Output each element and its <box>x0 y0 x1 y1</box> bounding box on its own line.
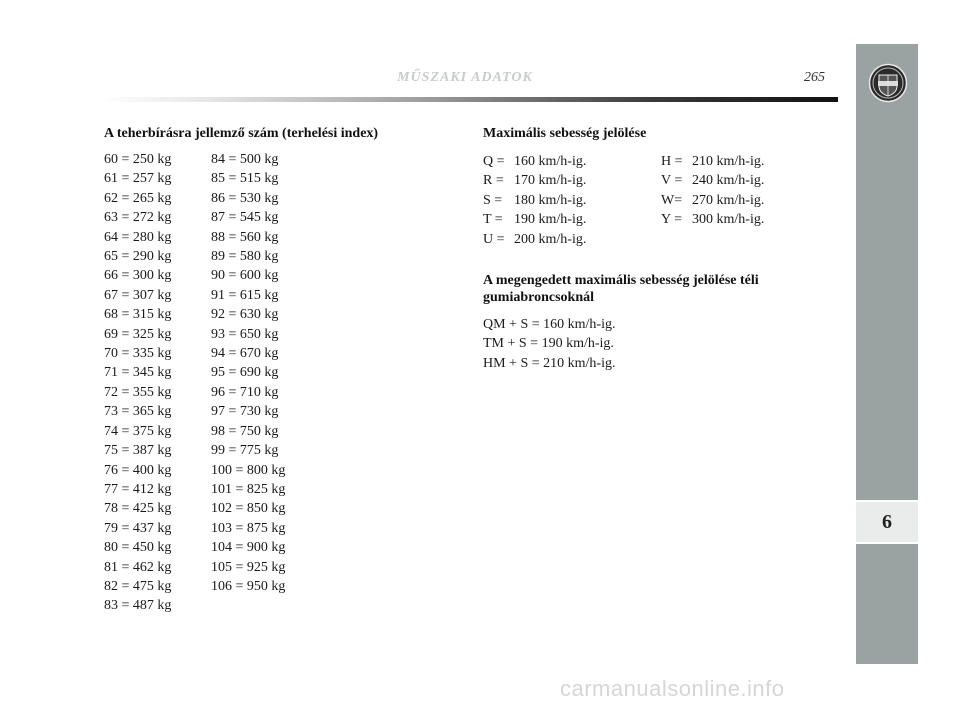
speed-rating-item <box>483 171 586 190</box>
load-index-item: 97 = 730 kg <box>211 404 279 420</box>
load-index-item: 66 = 300 kg <box>104 268 172 284</box>
load-index-item: 78 = 425 kg <box>104 501 172 517</box>
speed-code: Q = <box>483 154 505 169</box>
speed-code: T = <box>483 212 503 228</box>
speed-value: 240 km/h-ig. <box>692 173 765 189</box>
speed-rating-column-a <box>483 152 586 249</box>
chapter-number: 6 <box>856 502 918 542</box>
load-index-item: 75 = 387 kg <box>104 443 172 459</box>
winter-speed-list <box>483 315 615 373</box>
load-index-item: 79 = 437 kg <box>104 520 172 536</box>
speed-value: 300 km/h-ig. <box>692 212 765 228</box>
load-index-item: 69 = 325 kg <box>104 326 172 342</box>
speed-value: 160 km/h-ig. <box>514 154 587 169</box>
load-index-item: 98 = 750 kg <box>211 423 279 439</box>
speed-code: R = <box>483 173 504 189</box>
winter-speed-item: HM + S = 210 km/h-ig. <box>483 355 616 371</box>
load-index-item: 84 = 500 kg <box>211 152 279 167</box>
load-index-item: 93 = 650 kg <box>211 326 279 342</box>
speed-rating-item <box>661 210 764 229</box>
speed-value: 170 km/h-ig. <box>514 173 587 189</box>
lancia-shield-icon <box>868 63 908 103</box>
speed-rating-title: Maximális sebesség jelölése <box>483 126 647 141</box>
speed-rating-item <box>661 152 764 171</box>
speed-value: 210 km/h-ig. <box>692 154 765 169</box>
load-index-item: 100 = 800 kg <box>211 462 286 478</box>
load-index-item: 101 = 825 kg <box>211 481 286 497</box>
winter-speed-item: QM + S = 160 km/h-ig. <box>483 317 616 332</box>
load-index-item: 76 = 400 kg <box>104 462 172 478</box>
load-index-column-a <box>104 150 171 616</box>
speed-value: 190 km/h-ig. <box>514 212 587 228</box>
load-index-item: 89 = 580 kg <box>211 249 279 265</box>
load-index-title: A teherbírásra jellemző szám (terhelési index) <box>104 126 379 141</box>
load-index-item: 74 = 375 kg <box>104 423 172 439</box>
load-index-item: 83 = 487 kg <box>104 598 172 614</box>
speed-rating-item <box>483 152 586 171</box>
load-index-item: 90 = 600 kg <box>211 268 279 284</box>
load-index-item: 81 = 462 kg <box>104 559 172 575</box>
load-index-item: 80 = 450 kg <box>104 540 172 556</box>
speed-rating-item <box>483 191 586 210</box>
winter-speed-item: TM + S = 190 km/h-ig. <box>483 336 614 352</box>
speed-value: 270 km/h-ig. <box>692 192 765 208</box>
load-index-item: 68 = 315 kg <box>104 307 172 323</box>
load-index-item: 91 = 615 kg <box>211 287 279 303</box>
load-index-column-b <box>211 150 285 596</box>
load-index-item: 86 = 530 kg <box>211 190 279 206</box>
load-index-item: 70 = 335 kg <box>104 346 172 362</box>
running-header-title: MŰSZAKI ADATOK <box>397 70 533 85</box>
load-index-item: 61 = 257 kg <box>104 171 172 187</box>
speed-value: 200 km/h-ig. <box>514 231 587 247</box>
speed-rating-item <box>483 230 586 249</box>
chapter-side-tab <box>856 44 918 664</box>
load-index-item: 77 = 412 kg <box>104 481 172 497</box>
load-index-item: 106 = 950 kg <box>211 578 286 594</box>
load-index-item: 82 = 475 kg <box>104 578 172 594</box>
load-index-item: 105 = 925 kg <box>211 559 286 575</box>
load-index-item: 85 = 515 kg <box>211 171 279 187</box>
load-index-item: 62 = 265 kg <box>104 190 172 206</box>
speed-rating-item <box>483 210 586 229</box>
speed-code: W= <box>661 192 683 208</box>
load-index-item: 60 = 250 kg <box>104 152 172 167</box>
load-index-item: 96 = 710 kg <box>211 384 279 400</box>
load-index-item: 99 = 775 kg <box>211 443 279 459</box>
load-index-item: 72 = 355 kg <box>104 384 172 400</box>
speed-code: V = <box>661 173 683 189</box>
speed-rating-column-b <box>661 152 764 230</box>
load-index-item: 64 = 280 kg <box>104 229 172 245</box>
winter-speed-title: A megengedett maximális sebesség jelölése téli gumiabroncsoknál <box>483 273 759 305</box>
watermark: carmanualsonline.info <box>560 676 785 701</box>
load-index-item: 94 = 670 kg <box>211 346 279 362</box>
load-index-item: 88 = 560 kg <box>211 229 279 245</box>
page-number: 265 <box>804 70 825 85</box>
speed-rating-item <box>661 191 764 210</box>
speed-value: 180 km/h-ig. <box>514 192 587 208</box>
speed-rating-item <box>661 171 764 190</box>
load-index-item: 103 = 875 kg <box>211 520 286 536</box>
load-index-item: 71 = 345 kg <box>104 365 172 381</box>
load-index-item: 63 = 272 kg <box>104 210 172 226</box>
header-rule <box>100 97 838 102</box>
load-index-item: 65 = 290 kg <box>104 249 172 265</box>
load-index-item: 104 = 900 kg <box>211 540 286 556</box>
speed-code: U = <box>483 231 505 247</box>
load-index-item: 102 = 850 kg <box>211 501 286 517</box>
speed-code: Y = <box>661 212 682 228</box>
speed-code: H = <box>661 154 683 169</box>
load-index-item: 73 = 365 kg <box>104 404 172 420</box>
chapter-divider-bottom <box>856 542 918 544</box>
load-index-item: 95 = 690 kg <box>211 365 279 381</box>
load-index-item: 67 = 307 kg <box>104 287 172 303</box>
speed-code: S = <box>483 192 503 208</box>
load-index-item: 87 = 545 kg <box>211 210 279 226</box>
load-index-item: 92 = 630 kg <box>211 307 279 323</box>
